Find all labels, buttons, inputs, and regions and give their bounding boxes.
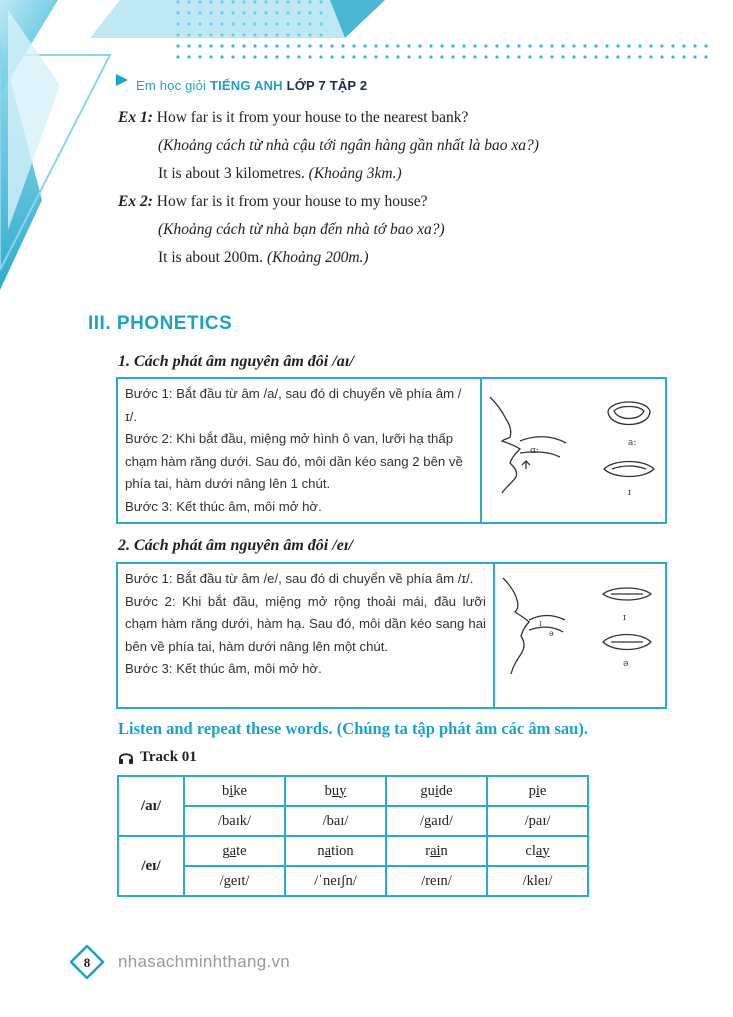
label-e-profile: ə (549, 629, 554, 638)
publisher-website: nhasachminhthang.vn (118, 952, 291, 971)
ipa-cell: /paɪ/ (487, 806, 588, 836)
table-row (118, 776, 588, 806)
face-profile-illustration (482, 379, 663, 518)
example-answer-translation: (Khoảng 3km.) (308, 165, 402, 182)
sound-cell: /eɪ/ (118, 836, 184, 896)
example-question: How far is it from your house to the nearest bank? (156, 109, 469, 126)
ipa-cell: /baɪ/ (285, 806, 386, 836)
label-e-lips: ə (623, 659, 629, 669)
track-name: Track 01 (140, 749, 197, 765)
ipa-cell: /geɪt/ (184, 866, 285, 896)
face-profile-illustration (495, 564, 663, 703)
book-title (136, 78, 367, 93)
step-2: Bước 2: Khi bắt đầu, miệng mở hình ô van, lưỡi hạ thấp chạm hàm răng dưới. Sau đó, môi dần kéo sang 2 bên về phía tai, hàm dưới nâng lên 1 chút. (125, 431, 463, 492)
book-title-part2: TIẾNG ANH (209, 78, 283, 93)
book-title-part3: LỚP 7 TẬP 2 (286, 78, 368, 93)
example-answer-line (158, 248, 369, 268)
label-i-lips: ɪ (623, 613, 626, 623)
word-cell: buy (285, 776, 386, 806)
example-label: Ex 1: (118, 109, 153, 126)
subsection-title-2: 2. Cách phát âm nguyên âm đôi /eɪ/ (118, 537, 353, 554)
section-title: III. PHONETICS (88, 313, 233, 334)
word-cell: rain (386, 836, 487, 866)
example-question-translation: (Khoảng cách từ nhà bạn đến nhà tớ bao xa?) (158, 221, 445, 238)
example-answer: It is about 3 kilometres. (158, 165, 305, 182)
pronunciation-box-2 (116, 562, 667, 709)
pronunciation-steps (118, 379, 482, 522)
phonetics-table (117, 775, 589, 897)
step-1: Bước 1: Bắt đầu từ âm /e/, sau đó di chuyển về phía âm /ɪ/. (125, 571, 474, 586)
mouth-diagram-1 (482, 379, 665, 522)
page-number: 8 (83, 955, 91, 970)
label-i-lips: ɪ (628, 488, 631, 498)
book-title-part1: Em học giỏi (136, 78, 207, 93)
step-3: Bước 3: Kết thúc âm, môi mở hờ. (125, 498, 322, 514)
headphones-icon (118, 750, 134, 765)
example-1 (118, 108, 468, 128)
step-2: Bước 2: Khi bắt đầu, miệng mở rộng thoải mái, đầu lưỡi chạm hàm răng dưới, hàm hạ. Sau đó, môi dần kéo sang hai bên về phía tai, hàm dưới nâng lên một chút. (125, 593, 486, 654)
word-cell: pie (487, 776, 588, 806)
subsection-title-1: 1. Cách phát âm nguyên âm đôi /aɪ/ (118, 353, 354, 370)
example-answer-line (158, 164, 402, 184)
ipa-cell: /reɪn/ (386, 866, 487, 896)
pronunciation-box-1 (116, 377, 667, 524)
word-cell: guide (386, 776, 487, 806)
table-row (118, 806, 588, 836)
label-a-lips: a: (628, 438, 637, 448)
word-cell: clay (487, 836, 588, 866)
listen-instruction: Listen and repeat these words. (Chúng ta tập phát âm các âm sau). (118, 719, 588, 738)
ipa-cell: /kleɪ/ (487, 866, 588, 896)
example-answer: It is about 200m. (158, 249, 264, 266)
example-answer-translation: (Khoảng 200m.) (266, 249, 369, 266)
ipa-cell: /ˈneɪʃn/ (285, 866, 386, 896)
example-label: Ex 2: (118, 193, 153, 210)
word-cell: bike (184, 776, 285, 806)
step-1: Bước 1: Bắt đầu từ âm /a/, sau đó di chuyển về phía âm /ɪ/. (125, 386, 462, 424)
pronunciation-steps (118, 564, 495, 707)
example-question: How far is it from your house to my house? (156, 193, 428, 210)
example-2 (118, 192, 428, 212)
label-i-profile: ɪ (539, 619, 542, 628)
table-row (118, 836, 588, 866)
mouth-diagram-2 (495, 564, 665, 707)
word-cell: gate (184, 836, 285, 866)
table-row (118, 866, 588, 896)
label-a-profile: ɑ: (530, 446, 539, 456)
ipa-cell: /baɪk/ (184, 806, 285, 836)
ipa-cell: /gaɪd/ (386, 806, 487, 836)
example-question-translation: (Khoảng cách từ nhà cậu tới ngân hàng gần nhất là bao xa?) (158, 137, 539, 154)
page-number-badge (70, 945, 104, 979)
sound-cell: /aɪ/ (118, 776, 184, 836)
word-cell: nation (285, 836, 386, 866)
step-3: Bước 3: Kết thúc âm, môi mở hờ. (125, 661, 322, 677)
track-label[interactable] (118, 749, 197, 766)
